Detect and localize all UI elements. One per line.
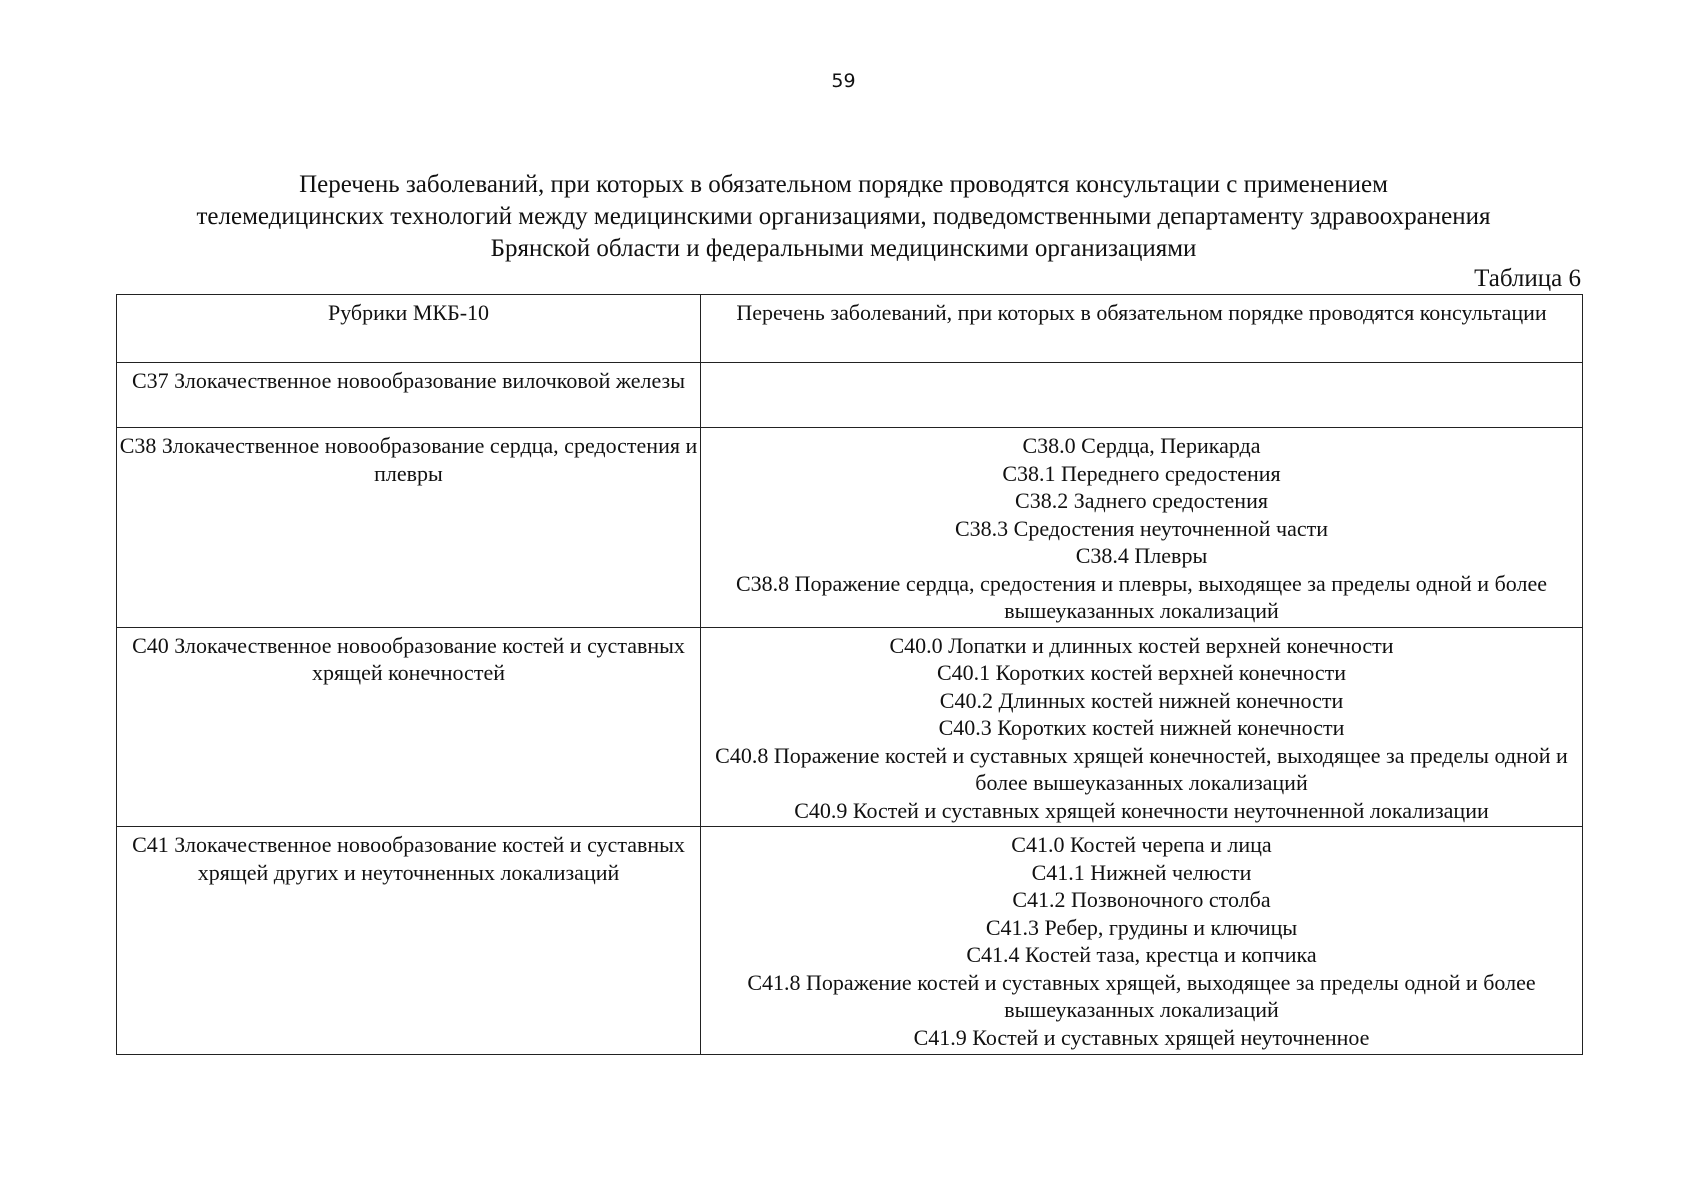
table-row	[117, 363, 1583, 428]
document-title	[110, 169, 1577, 265]
disease-item: С38.4 Плевры	[1075, 543, 1208, 568]
table-row	[117, 827, 1583, 1055]
table-row	[117, 627, 1583, 827]
disease-item: С40.1 Коротких костей верхней конечности	[936, 660, 1346, 685]
disease-item: С41.8 Поражение костей и суставных хрящей, выходящее за пределы одной и более вышеуказанных локализаций	[747, 969, 1536, 1022]
disease-item: С40.0 Лопатки и длинных костей верхней конечности	[889, 632, 1394, 658]
disease-item: С40.2 Длинных костей нижней конечности	[939, 687, 1344, 713]
rubric-cell: С37 Злокачественное новообразование вилочковой железы	[117, 363, 701, 428]
title-line: Брянской области и федеральными медицинскими организациями	[490, 235, 1197, 262]
header-cell-diseases: Перечень заболеваний, при которых в обязательном порядке проводятся консультации	[701, 295, 1583, 363]
title-line: Перечень заболеваний, при которых в обязательном порядке проводятся консультации с применением	[299, 171, 1388, 198]
disease-item: С41.9 Костей и суставных хрящей неуточненное	[913, 1024, 1370, 1050]
table-header-row	[117, 295, 1583, 363]
rubric-cell: С41 Злокачественное новообразование костей и суставных хрящей других и неуточненных локализаций	[117, 827, 701, 1055]
disease-item: С41.4 Костей таза, крестца и копчика	[966, 942, 1317, 967]
disease-item: С41.2 Позвоночного столба	[1012, 887, 1271, 912]
title-line: телемедицинских технологий между медицинскими организациями, подведомственными департаменту здравоохранения	[196, 203, 1491, 230]
disease-item: С41.0 Костей черепа и лица	[1011, 832, 1272, 857]
items-cell	[701, 428, 1583, 628]
disease-item: С38.2 Заднего средостения	[1015, 488, 1268, 513]
items-cell	[701, 827, 1583, 1055]
disease-item: С38.1 Переднего средостения	[1002, 460, 1281, 486]
header-cell-rubrics: Рубрики МКБ-10	[117, 295, 701, 363]
disease-item: С40.9 Костей и суставных хрящей конечности неуточненной локализации	[794, 797, 1489, 823]
rubric-cell: С38 Злокачественное новообразование сердца, средостения и плевры	[117, 428, 701, 628]
table-label: Таблица 6	[1474, 265, 1581, 292]
items-cell	[701, 627, 1583, 827]
disease-item: С38.0 Сердца, Перикарда	[1022, 433, 1261, 458]
disease-item: С41.3 Ребер, грудины и ключицы	[985, 914, 1298, 940]
table-row	[117, 428, 1583, 628]
disease-item: С38.8 Поражение сердца, средостения и плевры, выходящее за пределы одной и более вышеуказанных локализаций	[736, 570, 1547, 623]
disease-item: С40.8 Поражение костей и суставных хрящей конечностей, выходящее за пределы одной и более вышеуказанных локализаций	[715, 742, 1568, 795]
items-cell	[701, 363, 1583, 428]
diseases-table	[116, 294, 1583, 1055]
rubric-cell: С40 Злокачественное новообразование костей и суставных хрящей конечностей	[117, 627, 701, 827]
disease-item: С38.3 Средостения неуточненной части	[954, 515, 1329, 541]
page-number: 59	[831, 70, 856, 92]
disease-item: С41.1 Нижней челюсти	[1031, 859, 1252, 885]
disease-item: С40.3 Коротких костей нижней конечности	[938, 715, 1345, 740]
